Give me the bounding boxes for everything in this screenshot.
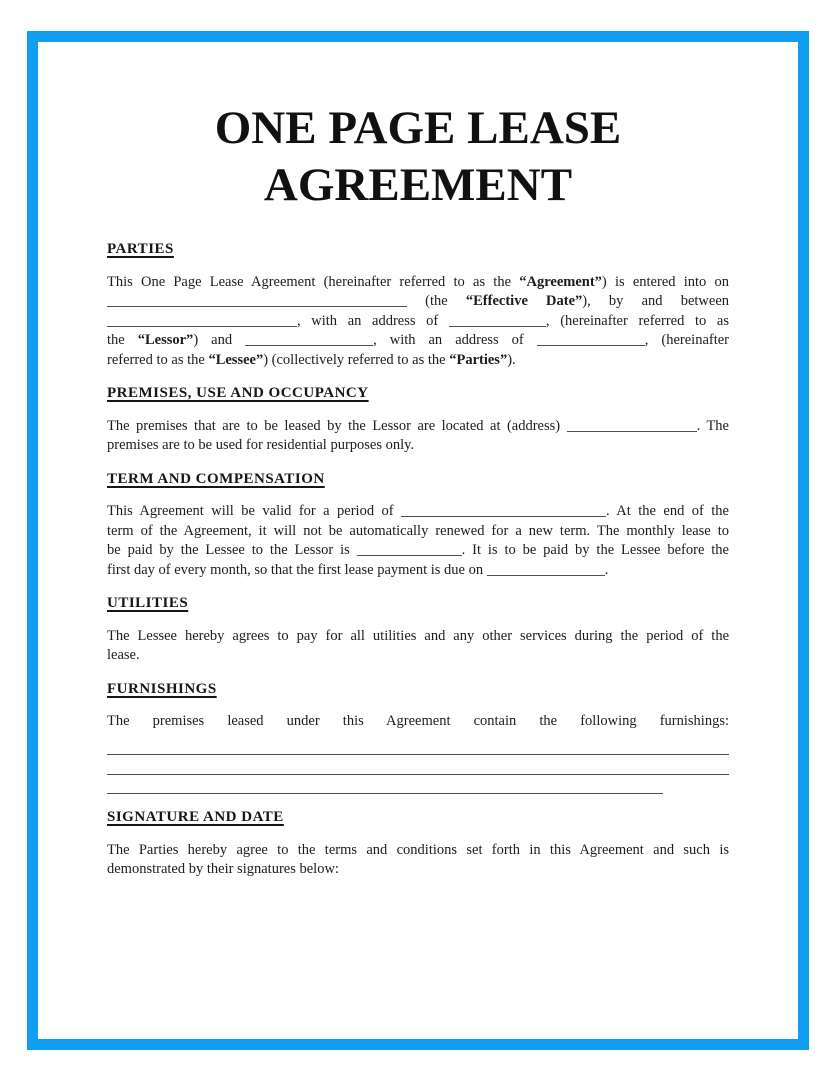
text-run: demonstrated by their signatures below:	[107, 861, 339, 877]
section-heading-signature: SIGNATURE AND DATE	[107, 809, 284, 825]
text-run: This Agreement will be valid for a period of	[107, 503, 402, 519]
paragraph-line	[107, 417, 729, 437]
text-run: first day of every month, so that the first lease payment is due on	[107, 561, 487, 578]
blank-line	[107, 775, 663, 795]
paragraph-line	[107, 273, 729, 293]
furnishings-blank-lines	[107, 736, 729, 795]
text-run: “Lessee”	[208, 351, 264, 368]
paragraph-line	[107, 712, 729, 732]
text-run: referred to as the	[107, 351, 209, 368]
fill-in-blank	[401, 504, 606, 517]
document-content	[38, 100, 798, 1050]
paragraph-line	[107, 522, 729, 542]
document-border-frame	[27, 31, 809, 1050]
paragraph-line	[107, 627, 729, 647]
text-run: The Lessee hereby agrees to pay for all utilities and any other services during the period of the	[107, 627, 729, 644]
section-paragraph	[107, 712, 729, 732]
text-run: ).	[507, 351, 516, 368]
section-heading-utilities: UTILITIES	[107, 595, 189, 611]
paragraph-line	[107, 436, 729, 456]
text-run: term of the Agreement, it will not be automatically renewed for a new term. The monthly lease to	[107, 522, 729, 539]
text-run: . At the end of the	[606, 503, 729, 519]
text-run: (the	[407, 293, 466, 309]
text-run: “Effective Date”	[465, 293, 583, 309]
section-paragraph	[107, 502, 729, 580]
document-title-line-1: ONE PAGE LEASE	[214, 102, 622, 154]
text-run: , with an address of	[373, 332, 537, 348]
blank-line	[107, 755, 729, 775]
fill-in-blank	[567, 419, 697, 432]
text-run: ) (collectively referred to as the	[263, 351, 450, 368]
text-run: .	[604, 561, 609, 578]
paragraph-line	[107, 561, 729, 581]
fill-in-blank	[107, 294, 407, 307]
text-run: be paid by the Lessee to the Lessor is	[107, 542, 357, 558]
text-run: , (hereinafter referred to as	[545, 312, 730, 329]
text-run: the	[107, 332, 138, 348]
text-run: “Lessor”	[137, 332, 194, 348]
section-paragraph	[107, 273, 729, 371]
section-heading-term: TERM AND COMPENSATION	[107, 470, 325, 487]
fill-in-blank	[537, 333, 645, 346]
blank-line	[107, 736, 729, 756]
text-run: The premises that are to be leased by the Lessor are located at (address)	[107, 417, 567, 434]
document-body	[107, 240, 729, 880]
document-title	[107, 100, 729, 214]
paragraph-line	[107, 292, 729, 312]
text-run: , (hereinafter	[644, 332, 730, 348]
text-run: ) is entered into on	[601, 273, 729, 290]
text-run: The premises leased under this Agreement contain the following furnishings:	[107, 713, 729, 729]
fill-in-blank	[107, 314, 297, 327]
section-heading-parties: PARTIES	[107, 241, 174, 257]
text-run: “Agreement”	[519, 273, 602, 290]
paragraph-line	[107, 351, 729, 371]
text-run: ), by and between	[582, 293, 730, 309]
paragraph-line	[107, 541, 729, 561]
text-run: lease.	[107, 647, 140, 663]
section-heading-furnishings: FURNISHINGS	[107, 680, 217, 697]
fill-in-blank	[245, 333, 373, 346]
text-run: The Parties hereby agree to the terms and conditions set forth in this Agreement and such is	[107, 841, 729, 858]
text-run: This One Page Lease Agreement (hereinafter referred to as the	[107, 273, 520, 290]
fill-in-blank	[357, 543, 462, 556]
paragraph-line	[107, 646, 729, 666]
text-run: premises are to be used for residential purposes only.	[107, 437, 415, 453]
section-paragraph	[107, 841, 729, 880]
document-title-line-2: AGREEMENT	[263, 159, 573, 211]
section-paragraph	[107, 417, 729, 456]
text-run: “Parties”	[449, 351, 508, 368]
section-paragraph	[107, 627, 729, 666]
paragraph-line	[107, 331, 729, 351]
text-run: . The	[696, 417, 729, 434]
paragraph-line	[107, 860, 729, 880]
fill-in-blank	[449, 314, 546, 327]
fill-in-blank	[487, 563, 605, 576]
text-run: , with an address of	[297, 312, 449, 329]
paragraph-line	[107, 312, 729, 332]
text-run: . It is to be paid by the Lessee before the	[461, 542, 729, 558]
paragraph-line	[107, 841, 729, 861]
section-heading-premises: PREMISES, USE AND OCCUPANCY	[107, 385, 369, 401]
text-run: ) and	[193, 332, 246, 348]
paragraph-line	[107, 502, 729, 522]
